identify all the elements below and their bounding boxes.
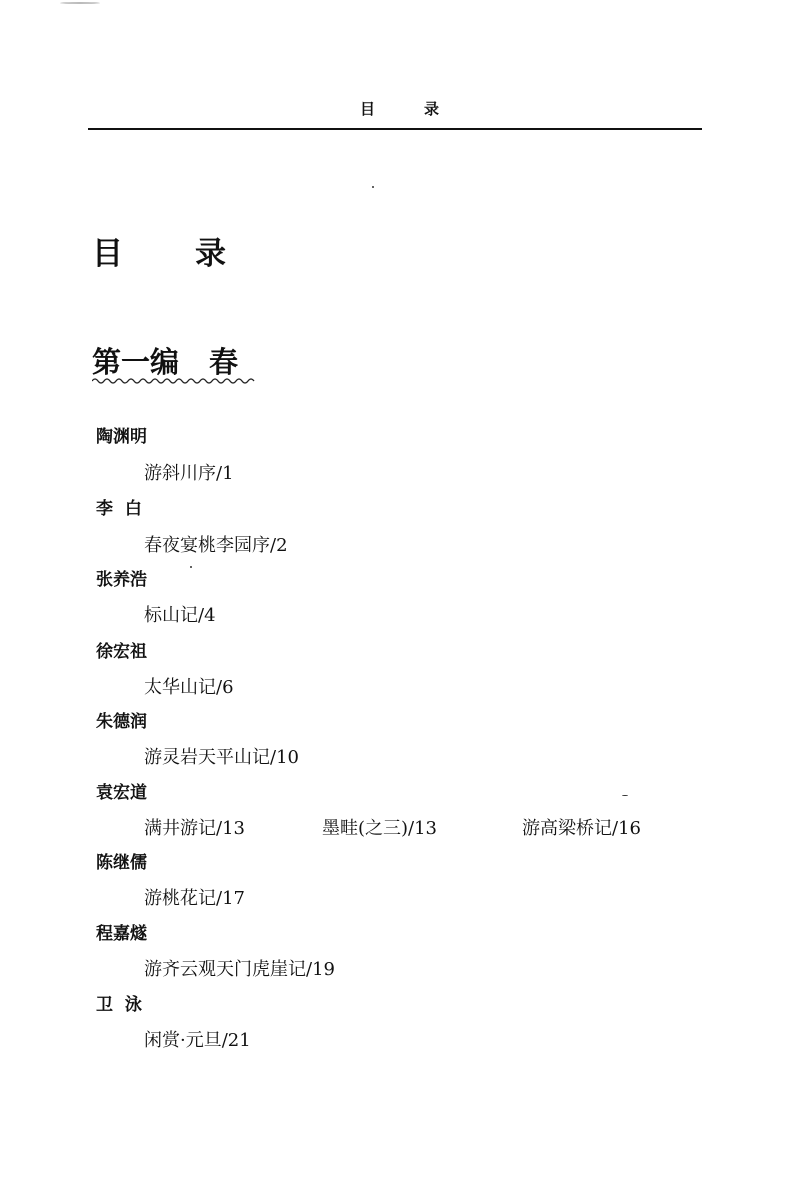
author-name: 张养浩 [96,570,147,590]
work-title[interactable]: 满井游记/13 [144,818,245,839]
work-title[interactable]: 标山记/4 [144,605,216,626]
work-title[interactable]: 太华山记/6 [144,677,234,698]
toc-title [92,228,226,273]
work-title[interactable]: 墨畦(之三)/13 [322,818,438,839]
scan-speck [190,566,192,568]
part-season: 春 [209,345,239,379]
scan-speck [372,186,374,188]
author-name: 陈继儒 [96,853,147,873]
author-name: 袁宏道 [96,783,147,803]
work-title[interactable]: 游桃花记/17 [144,888,245,909]
work-title[interactable]: 春夜宴桃李园序/2 [144,535,288,556]
header-rule [88,128,702,130]
running-header [0,98,800,119]
work-title[interactable]: 游高梁桥记/16 [522,818,641,839]
running-header-char-2: 录 [424,100,441,118]
author-name: 徐宏祖 [96,642,147,662]
part-heading [92,340,238,381]
running-header-char-1: 目 [359,100,376,118]
author-name: 陶渊明 [96,427,147,447]
author-name: 卫 泳 [96,995,142,1015]
work-title[interactable]: 游齐云观天门虎崖记/19 [144,959,335,980]
part-label: 第一编 [92,345,180,379]
author-name: 朱德润 [96,712,147,732]
work-title[interactable]: 游灵岩天平山记/10 [144,747,299,768]
work-title[interactable]: 游斜川序/1 [144,463,234,484]
wavy-underline [92,376,258,386]
work-title[interactable]: 闲赏·元旦/21 [144,1030,251,1051]
author-name: 李 白 [96,499,142,519]
toc-title-char-1: 目 [92,236,123,272]
author-name: 程嘉燧 [96,924,147,944]
scan-artifact [60,2,100,4]
scan-speck [622,795,628,796]
toc-title-char-2: 录 [195,236,226,272]
